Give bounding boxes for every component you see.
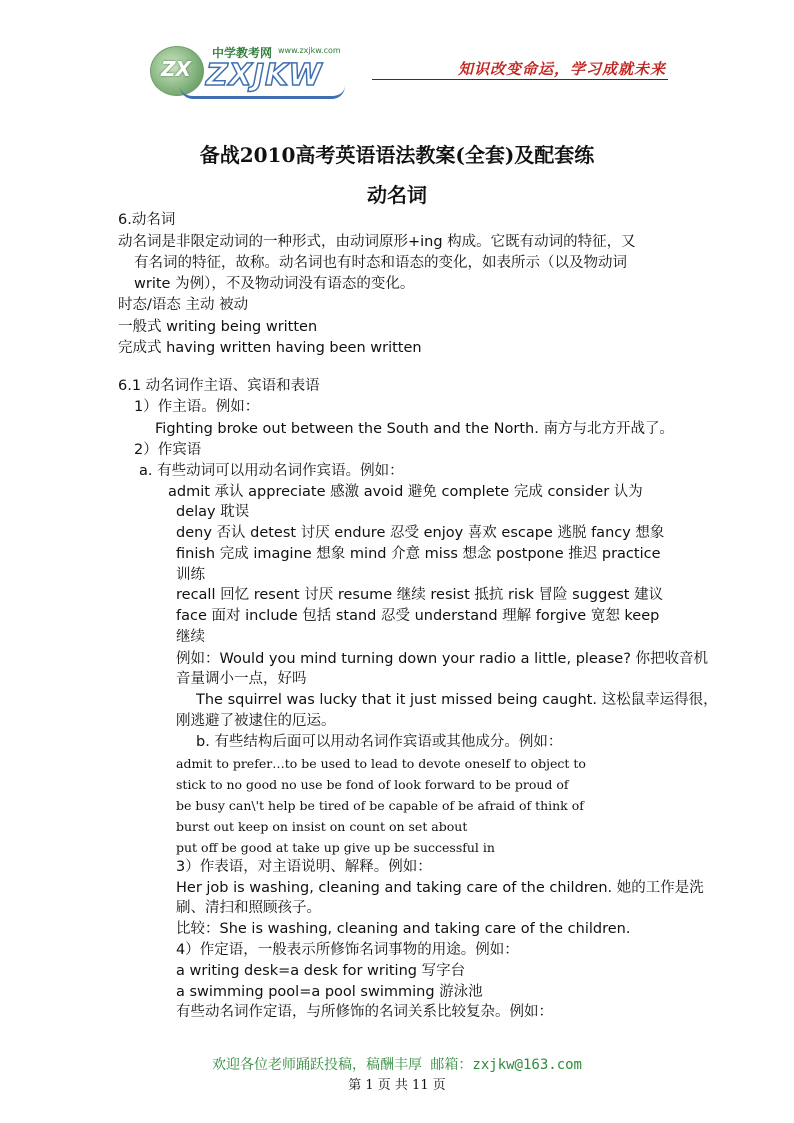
- header-motto: 知识改变命运，学习成就未来: [458, 60, 667, 78]
- page-number: 第 1 页 共 11 页: [348, 1078, 446, 1093]
- vocab-line: finish 完成 imagine 想象 mind 介意 miss 想念 postpone 推迟 practice: [176, 546, 661, 562]
- vocab-line: delay 耽误: [176, 504, 250, 520]
- vocab-line: deny 否认 detest 讨厌 endure 忍受 enjoy 喜欢 escape 逃脱 fancy 想象: [176, 525, 665, 541]
- logo-swoosh: [180, 86, 345, 99]
- body-line: 有名词的特征，故称。动名词也有时态和语态的变化，如表所示（以及物动词: [134, 255, 627, 271]
- table-row: 完成式 having written having been written: [118, 340, 422, 356]
- body-line: 2）作宾语: [134, 442, 202, 458]
- section-heading: 6.动名词: [118, 212, 176, 228]
- example-line: 刚逃避了被逮住的厄运。: [176, 713, 336, 729]
- document-subtitle: 动名词: [367, 183, 427, 207]
- example-line: 例如：Would you mind turning down your radio a little, please? 你把收音机: [176, 651, 709, 667]
- logo-url: www.zxjkw.com: [278, 46, 341, 55]
- example-line: 比较：She is washing, cleaning and taking care of the children.: [176, 921, 631, 937]
- example-line: a writing desk=a desk for writing 写字台: [176, 963, 466, 979]
- example-line: 刷、清扫和照顾孩子。: [176, 900, 321, 916]
- vocab-line: recall 回忆 resent 讨厌 resume 继续 resist 抵抗 risk 冒险 suggest 建议: [176, 587, 664, 603]
- header-rule: [372, 79, 668, 80]
- subsection-heading: 6.1 动名词作主语、宾语和表语: [118, 378, 320, 394]
- example-line: Fighting broke out between the South and the North. 南方与北方开战了。: [155, 421, 674, 437]
- vocab-line: face 面对 include 包括 stand 忍受 understand 理解 forgive 宽恕 keep: [176, 608, 660, 624]
- body-line: 4）作定语，一般表示所修饰名词事物的用途。例如：: [176, 942, 519, 958]
- logo-mark: ZX: [161, 57, 191, 81]
- vocab-line: 训练: [176, 567, 205, 583]
- body-line: 1）作主语。例如：: [134, 399, 260, 415]
- phrase-line: put off be good at take up give up be successful in: [176, 840, 495, 855]
- table-header-line: 时态/语态 主动 被动: [118, 297, 249, 313]
- logo-chinese-name: 中学教考网: [212, 46, 273, 60]
- logo-wordmark: ZXJKW: [206, 58, 323, 93]
- body-line: 有些动名词作定语，与所修饰的名词关系比较复杂。例如：: [176, 1004, 553, 1020]
- body-line: 动名词是非限定动词的一种形式，由动词原形+ing 构成。它既有动词的特征，又: [118, 234, 636, 250]
- vocab-line: 继续: [176, 629, 205, 645]
- body-line: 3）作表语，对主语说明、解释。例如：: [176, 859, 432, 875]
- footer-contact: 欢迎各位老师踊跃投稿，稿酬丰厚 邮箱：zxjkw@163.com: [211, 1057, 582, 1073]
- vocab-line: admit 承认 appreciate 感激 avoid 避免 complete 完成 consider 认为: [168, 484, 643, 500]
- body-line: write 为例），不及物动词没有语态的变化。: [134, 276, 415, 292]
- example-line: Her job is washing, cleaning and taking care of the children. 她的工作是洗: [176, 880, 704, 896]
- phrase-line: admit to prefer…to be used to lead to devote oneself to object to: [176, 756, 586, 771]
- table-row: 一般式 writing being written: [118, 319, 318, 335]
- phrase-line: be busy can\'t help be tired of be capable of be afraid of think of: [176, 798, 584, 813]
- example-line: The squirrel was lucky that it just missed being caught. 这松鼠幸运得很，: [196, 692, 718, 708]
- phrase-line: burst out keep on insist on count on set about: [176, 819, 468, 834]
- site-logo: [150, 46, 350, 98]
- document-title: 备战2010高考英语语法教案(全套)及配套练: [199, 143, 595, 167]
- example-line: a swimming pool=a pool swimming 游泳池: [176, 984, 483, 1000]
- example-line: 音量调小一点，好吗: [176, 671, 307, 687]
- body-line: a. 有些动词可以用动名词作宾语。例如：: [139, 463, 404, 479]
- body-line: b. 有些结构后面可以用动名词作宾语或其他成分。例如：: [196, 734, 563, 750]
- phrase-line: stick to no good no use be fond of look forward to be proud of: [176, 777, 569, 792]
